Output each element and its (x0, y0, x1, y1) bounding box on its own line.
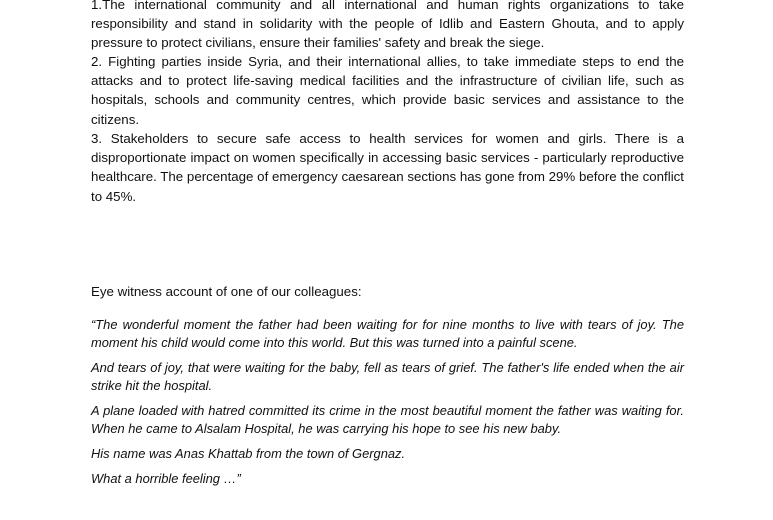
witness-heading: Eye witness account of one of our colleagues: (91, 284, 362, 299)
demand-paragraph-2: 2. Fighting parties inside Syria, and their international allies, to take immediate steps to end the attacks and to protect life-saving medical facilities and the infrastructure of civilian life, such as hospitals, schools and community centres, which provide basic services and assistance to the citizens. (91, 54, 684, 127)
witness-quote-paragraph-5: What a horrible feeling …” (91, 471, 241, 486)
witness-quote-paragraph-4: His name was Anas Khattab from the town of Gergnaz. (91, 446, 406, 461)
witness-quote-paragraph-1: “The wonderful moment the father had been waiting for for nine months to live with tears of joy. The moment his child would come into this world. But this was turned into a painful scene. (91, 317, 684, 351)
witness-quote-paragraph-3: A plane loaded with hatred committed its crime in the most beautiful moment the father was waiting for. When he came to Alsalam Hospital, he was carrying his hope to see his new baby. (91, 403, 684, 437)
demand-paragraph-3: 3. Stakeholders to secure safe access to health services for women and girls. There is a disproportionate impact on women specifically in accessing basic services - particularly reproductive healthcare. The percentage of emergency caesarean sections has gone from 29% before the conflict to 45%. (91, 131, 684, 204)
demand-paragraph-1: 1.The international community and all international and human rights organizations to take responsibility and stand in solidarity with the people of Idlib and Eastern Ghouta, and to apply pressure to protect civilians, ensure their families' safety and break the siege. (91, 0, 684, 51)
witness-quote-paragraph-2: And tears of joy, that were waiting for the baby, fell as tears of grief. The father's life ended when the air strike hit the hospital. (91, 360, 684, 394)
